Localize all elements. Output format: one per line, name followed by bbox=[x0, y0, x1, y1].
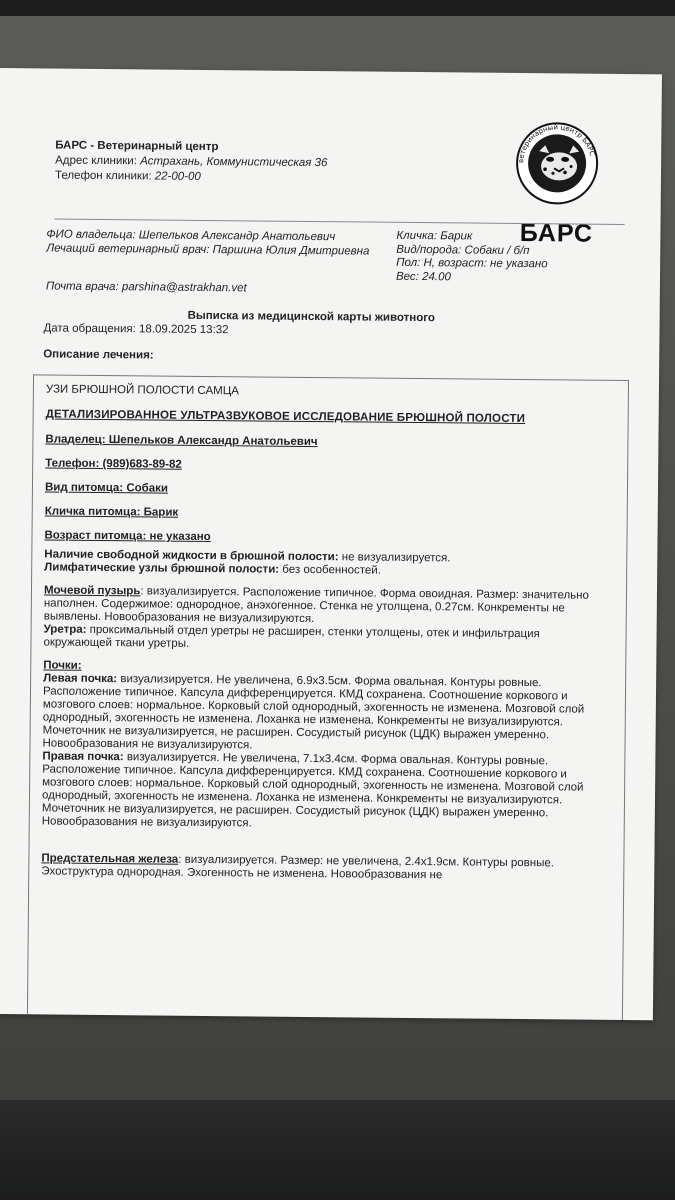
study-title: ДЕТАЛИЗИРОВАННОЕ УЛЬТРАЗВУКОВОЕ ИССЛЕДОВАНИЕ БРЮШНОЙ ПОЛОСТИ bbox=[45, 408, 526, 426]
study-type: УЗИ БРЮШНОЙ ПОЛОСТИ САМЦА bbox=[45, 383, 239, 398]
urethra-section: Уретра: проксимальный отдел уретры не расширен, стенки утолщены, отек и инфильтрация окружающей ткани уретры. bbox=[43, 623, 540, 650]
svg-text:ветеринарный центр БАРС: ветеринарный центр БАРС bbox=[517, 123, 597, 164]
clinic-phone: Телефон клиники: 22-00-00 bbox=[54, 169, 201, 183]
vet-email-line: Почта врача: parshina@astrakhan.vet bbox=[45, 280, 247, 295]
vet-line: Лечащий ветеринарный врач: Паршина Юлия Дмитриевна bbox=[46, 241, 370, 258]
background-bottom bbox=[0, 1100, 675, 1200]
background-top bbox=[0, 0, 675, 16]
clinic-address: Адрес клиники: Астрахань, Коммунистическая 36 bbox=[55, 154, 328, 170]
prostate-section: Предстательная железа: визуализируется. Размер: не увеличена, 2.4x1.9см. Контуры ровные. Эхоструктура однородная. Эхогенность не изменена. Новообразования не bbox=[41, 852, 555, 882]
report-owner: Владелец: Шепельков Александр Анатольевич bbox=[45, 433, 318, 449]
report-box bbox=[27, 374, 629, 1020]
pet-name-line: Кличка: Барик bbox=[396, 229, 473, 243]
free-fluid-line: Наличие свободной жидкости в брюшной полости: не визуализируется. bbox=[44, 548, 451, 565]
clinic-name: БАРС - Ветеринарный центр bbox=[55, 139, 219, 154]
document-sheet bbox=[0, 68, 662, 1020]
report-species: Вид питомца: Собаки bbox=[44, 481, 169, 495]
pet-block bbox=[396, 230, 627, 286]
vet-email: parshina@astrakhan.vet bbox=[121, 281, 247, 295]
pet-sex-age-line: Пол: Н, возраст: не указано bbox=[396, 256, 548, 271]
report-pet-name: Кличка питомца: Барик bbox=[44, 505, 179, 519]
document-title: Выписка из медицинской карты животного bbox=[187, 309, 436, 325]
lymph-nodes-line: Лимфатические узлы брюшной полости: без особенностей. bbox=[44, 561, 381, 577]
visit-date: Дата обращения: 18.09.2025 13:32 bbox=[43, 322, 229, 337]
pet-species-line: Вид/порода: Собаки / б/п bbox=[396, 243, 530, 257]
kidneys-heading: Почки: bbox=[43, 659, 82, 672]
owner-line: ФИО владельца: Шепельков Александр Анатольевич bbox=[46, 228, 336, 244]
owner-block bbox=[46, 228, 376, 258]
right-kidney-section: Правая почка: визуализируется. Не увеличена, 7.1x3.4см. Форма овальная. Контуры ровные. Расположение типичное. Капсула дифференцируется. КМД сохранена. Соотношение коркового и мозгового слоев: нормальное. Корковый слой однородный, эхогенность не изменена. Мозговой слой однородный, эхогенность не изменена. Лоханка не изменена. Конкременты не визуализируются. Мочеточник не визуализируется, не расширен. Сосудистый рисунок (ЦДК) выражен умеренно. Новообразования не визуализируются. bbox=[41, 750, 584, 830]
treatment-heading: Описание лечения: bbox=[43, 348, 154, 362]
clinic-header bbox=[55, 139, 328, 187]
report-phone: Телефон: (989)683-89-82 bbox=[45, 457, 182, 471]
pet-weight-line: Вес: 24.00 bbox=[395, 270, 451, 283]
snow-leopard-icon bbox=[509, 111, 606, 212]
bladder-section: Мочевой пузырь: визуализируется. Расположение типичное. Форма овоидная. Размер: значительно наполнен. Содержимое: однородное, анэхогенное. Стенка не утолщена, 0.27см. Конкременты не выявлены. Новообразования не визуализируются. bbox=[43, 584, 590, 626]
report-age: Возраст питомца: не указано bbox=[44, 529, 211, 544]
left-kidney-section: Левая почка: визуализируется. Не увеличена, 6.9x3.5см. Форма овальная. Контуры ровные. Расположение типичное. Капсула дифференцируется. КМД сохранена. Соотношение коркового и мозгового слоев: нормальное. Корковый слой однородный, эхогенность не изменена. Мозговой слой однородный, эхогенность не изменена. Лоханка не изменена. Конкременты не визуализируются. Мочеточник не визуализируется, не расширен. Сосудистый рисунок (ЦДК) выражен умеренно. Новообразования не визуализируются. bbox=[42, 672, 585, 752]
logo-wordmark: БАРС bbox=[519, 218, 594, 248]
